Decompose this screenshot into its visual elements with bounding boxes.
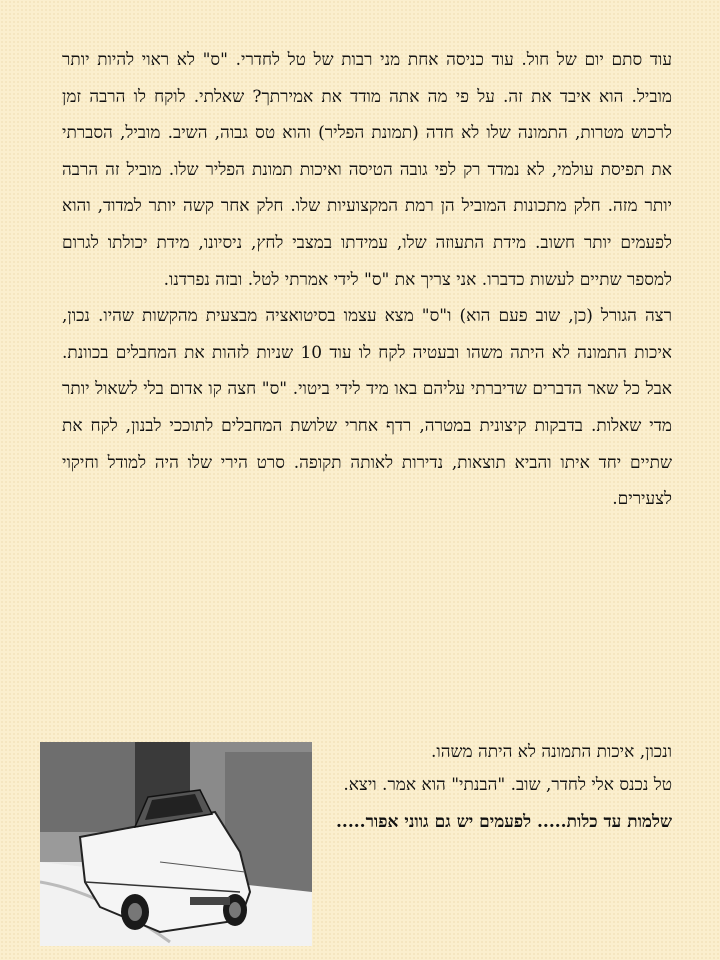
paragraph-2: רצה הגורל (כן, שוב פעם הוא) ו"ס" מצא עצמו בסיטואציה מבצעית מהקשות שהיו. נכון, איכות התמונה לא היתה משהו ובעטיה לקח לו עוד 10 שניות לזהות את המחבלים בכוונת. אבל כל שאר הדברים שדיברתי עליהם באו מיד לידי ביטוי. "ס" חצה קו אדום בלי לשאול יותר מדי שאלות. בדבקות קיצונית במטרה, רדף אחרי שלושת המחבלים לתוככי לבנון, לקח את שתיים יחד איתו והביא תוצאות, נדירות לאותה תקופה. סרט הירי שלו היה למודל וחיקוי לצעירים. — [62, 306, 672, 510]
closing-block — [330, 736, 672, 842]
paragraph-1: עוד סתם יום של חול. עוד כניסה אחת מני רבות של טל לחדרי. "ס" לא ראוי להיות יותר מוביל. הוא איבד את זה. על פי מה אתה מודד את אמירתך? שאלתי. לוקח לו הרבה זמן לרכוש מטרות, התמונה שלו לא חדה (תמונת הפליר) והוא טס גבוה, השיב. מוביל, הסברתי את תפיסת עולמי, לא נמדד רק לפי גובה הטיסה ואיכות תמונת הפליר שלו. מוביל זה הרבה יותר מזה. חלק מתכונות המוביל הן רמת המקצועיות שלו. חלק אחר קשה יותר למדוד, והוא לפעמים יותר חשוב. מידת התעוזה שלו, עמידתו במצבי לחץ, ניסיונו, מידת יכולתו לגרום למספר שתיים לעשות כדברו. אני צריך את "ס" לידי אמרתי לטל. ובזה נפרדנו. — [62, 50, 672, 290]
closing-line-2: טל נכנס אלי לחדר, שוב. "הבנתי" הוא אמר. ויצא. — [343, 775, 672, 795]
pickup-truck-photo — [40, 742, 312, 946]
pickup-truck-sketch — [40, 742, 312, 946]
closing-line-1: ונכון, איכות התמונה לא היתה משהו. — [430, 742, 672, 762]
signoff: שלמות עד כלות..... לפעמים יש גם גווני אפור..... — [335, 812, 672, 832]
article-body — [62, 42, 672, 518]
